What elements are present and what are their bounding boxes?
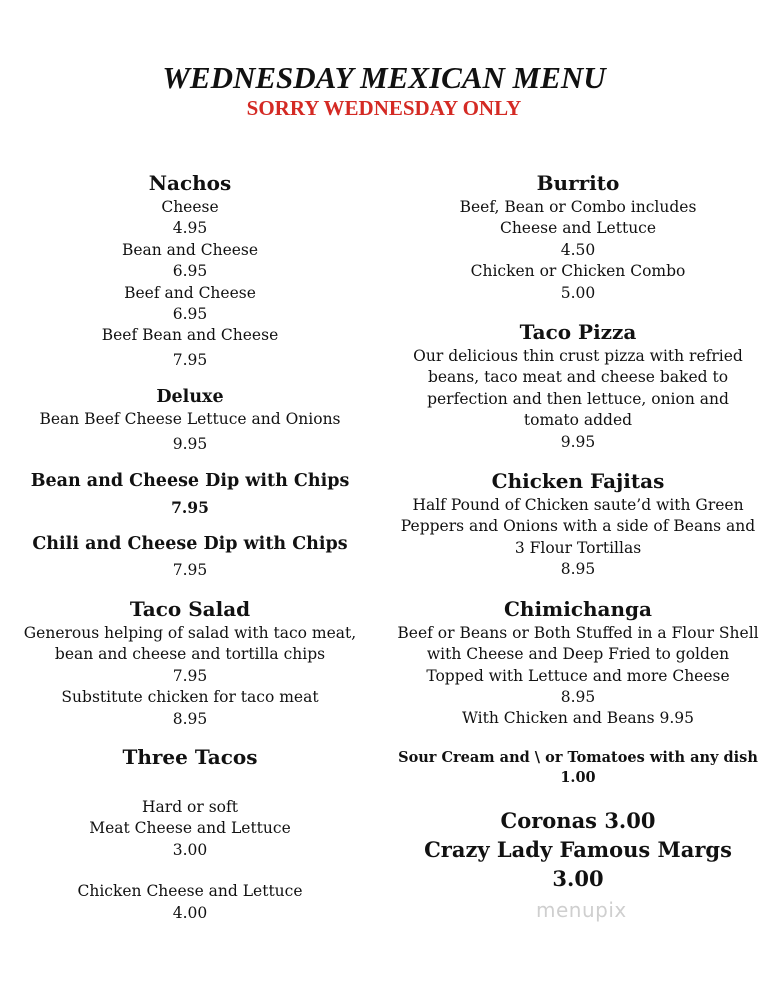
menu-title: WEDNESDAY MEXICAN MENU — [162, 60, 606, 95]
menu-line: Bean and Cheese — [121, 240, 259, 259]
section-title: Chimichanga — [504, 596, 652, 621]
menu-line: 3 Flour Tortillas — [514, 538, 642, 557]
section-title: Deluxe — [156, 387, 224, 408]
section-bean-dip — [10, 469, 370, 518]
menu-line: Chicken or Chicken Combo — [470, 262, 686, 281]
menu-line: Topped with Lettuce and more Cheese — [426, 666, 730, 685]
menu-line: Meat Cheese and Lettuce — [89, 819, 291, 838]
section-chicken-fajitas — [396, 468, 760, 581]
menu-line: Chicken Cheese and Lettuce — [77, 882, 303, 901]
price: 4.00 — [172, 903, 208, 922]
menu-line: Beef, Bean or Combo includes — [459, 198, 697, 216]
drink-margs: Crazy Lady Famous Margs 3.00 — [424, 836, 732, 891]
menu-line: Bean Beef Cheese Lettuce and Onions — [39, 410, 341, 429]
menu-line: Beef Bean and Cheese — [101, 326, 279, 345]
section-title: Chili and Cheese Dip with Chips — [32, 534, 348, 555]
price: 5.00 — [560, 283, 596, 302]
price: 7.95 — [172, 666, 208, 685]
price: 6.95 — [172, 305, 208, 324]
extras-price: 1.00 — [560, 768, 596, 786]
menu-line: Hard or soft — [142, 797, 238, 816]
price: 8.95 — [560, 687, 596, 706]
menu-line: Peppers and Onions with a side of Beans and — [400, 517, 756, 536]
section-taco-salad — [10, 596, 370, 730]
section-chili-dip — [10, 532, 370, 581]
section-deluxe — [10, 385, 370, 455]
section-title: Bean and Cheese Dip with Chips — [30, 471, 350, 492]
menu-line: with Cheese and Deep Fried to golden — [426, 645, 730, 664]
price: 8.95 — [172, 709, 208, 728]
watermark-logo: menupix — [536, 898, 627, 922]
drink-coronas: Coronas 3.00 — [500, 807, 656, 833]
menu-line: beans, taco meat and cheese baked to — [427, 368, 729, 387]
menu-line: Our delicious thin crust pizza with refried — [413, 347, 743, 366]
menu-line: Beef and Cheese — [124, 283, 256, 302]
price: 4.50 — [560, 240, 596, 259]
price: 4.95 — [172, 219, 208, 238]
menu-line: Beef or Beans or Both Stuffed in a Flour Shell — [397, 623, 759, 642]
menu-line: perfection and then lettuce, onion and — [427, 389, 729, 408]
section-drinks — [396, 806, 760, 893]
section-three-tacos — [10, 744, 370, 924]
section-nachos — [10, 170, 370, 371]
menu-line: bean and cheese and tortilla chips — [54, 645, 326, 664]
menu-line: Cheese and Lettuce — [499, 219, 657, 238]
section-taco-pizza — [396, 319, 760, 453]
section-chimichanga — [396, 596, 760, 730]
menu-line: tomato added — [523, 411, 633, 430]
left-column — [10, 170, 370, 924]
price: 3.00 — [172, 840, 208, 859]
section-title: Taco Salad — [129, 596, 251, 621]
extras-note: Sour Cream and \ or Tomatoes with any dish — [398, 748, 758, 766]
section-title: Nachos — [148, 171, 232, 195]
price: 7.95 — [172, 350, 208, 369]
section-title: Taco Pizza — [519, 320, 637, 345]
price: 9.95 — [560, 432, 596, 451]
price: 6.95 — [172, 262, 208, 281]
right-column — [396, 170, 760, 893]
menu-line: With Chicken and Beans 9.95 — [462, 709, 694, 728]
price: 9.95 — [172, 434, 208, 453]
section-title: Chicken Fajitas — [491, 469, 665, 494]
section-extras-note — [396, 748, 760, 788]
menu-line: Half Pound of Chicken saute’d with Green — [412, 496, 744, 515]
section-burrito — [396, 170, 760, 304]
menu-line: Substitute chicken for taco meat — [61, 688, 319, 707]
price: 7.95 — [172, 561, 208, 580]
menu-subtitle: SORRY WEDNESDAY ONLY — [246, 96, 522, 120]
price: 7.95 — [171, 498, 209, 518]
menu-line: Cheese — [161, 198, 219, 216]
menu-line: Generous helping of salad with taco meat, — [23, 623, 357, 642]
section-title: Three Tacos — [122, 744, 258, 769]
section-title: Burrito — [536, 171, 620, 195]
price: 8.95 — [560, 560, 596, 579]
